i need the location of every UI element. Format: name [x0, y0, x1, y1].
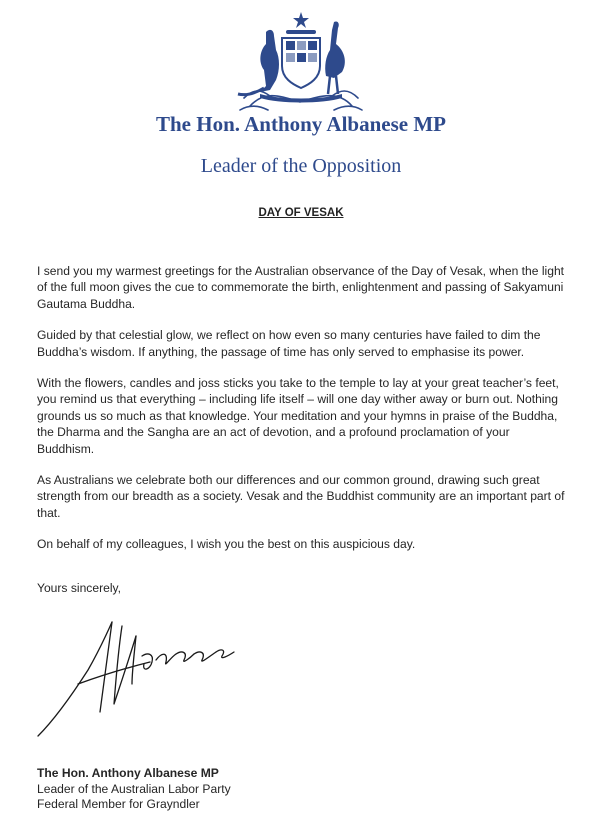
body-paragraph: With the flowers, candles and joss sticks you take to the temple to lay at your great teacher’s feet, you remind us that everything – including life itself – will one day wither away or burn out. Nothing grounds us so much as that knowledge. Your meditation and your hymns in praise of the Buddha, the Dharma and the Sangha are an act of devotion, and a profound proclamation of your Buddhism. [37, 376, 559, 456]
body-paragraph: Guided by that celestial glow, we reflect on how even so many centuries have failed to dim the Buddha’s wisdom. If anything, the passage of time has only served to emphasise its power. [37, 328, 541, 359]
signatory-role: Leader of the Australian Labor Party [37, 781, 231, 796]
letter-body [37, 263, 569, 568]
closing-salutation: Yours sincerely, [37, 581, 122, 595]
handwritten-signature [30, 612, 250, 742]
letterhead-title: Leader of the Opposition [200, 155, 402, 177]
signature-block [37, 766, 231, 813]
letterhead-name: The Hon. Anthony Albanese MP [156, 112, 446, 136]
coat-of-arms-icon [230, 10, 372, 118]
body-paragraph: As Australians we celebrate both our differences and our common ground, drawing such great strength from our breadth as a society. Vesak and the Buddhist community are an important part of that. [37, 473, 565, 520]
body-paragraph: On behalf of my colleagues, I wish you the best on this auspicious day. [37, 537, 416, 552]
signatory-name: The Hon. Anthony Albanese MP [37, 766, 219, 780]
body-paragraph: I send you my warmest greetings for the Australian observance of the Day of Vesak, when the light of the full moon gives the cue to commemorate the birth, enlightenment and passing of Sakyamuni Gautama Buddha. [37, 264, 565, 311]
signatory-seat: Federal Member for Grayndler [37, 797, 200, 812]
document-heading: DAY OF VESAK [258, 207, 344, 219]
